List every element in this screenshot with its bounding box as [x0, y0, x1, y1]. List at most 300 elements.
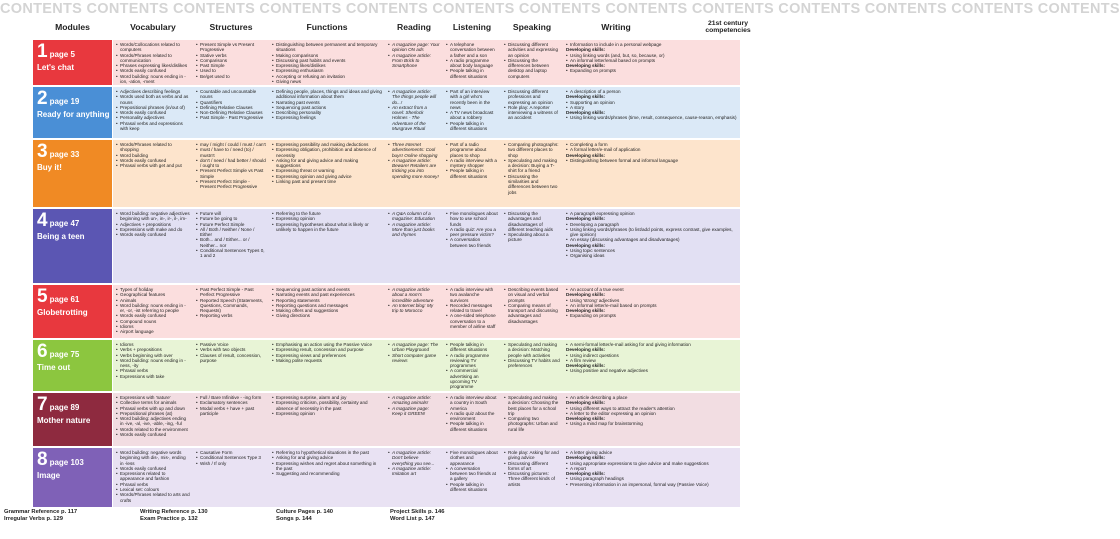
reading-item: • Short computer game reviews — [388, 353, 440, 364]
writing-item: Developing skills: — [566, 363, 606, 369]
writing-item: • Using linking words/phrases (to list/add points, express contrast, give examples, give opinion) — [566, 227, 737, 238]
header-reading: Reading — [397, 22, 431, 32]
module-row-7 — [33, 393, 740, 446]
functions-item: • Asking for and giving advice — [272, 455, 382, 460]
functions-item: • Giving news — [272, 79, 382, 84]
vocabulary-cell — [113, 340, 193, 391]
speaking-item: • Discussing pictures: Three different kinds of artists — [504, 471, 560, 487]
functions-item: • Sequencing past actions — [272, 105, 382, 110]
reading-item: • A magazine article: More than just books and rhymes — [388, 222, 440, 238]
functions-item: • Sequencing past actions and events — [272, 287, 382, 292]
listening-item: • A conversation between two friends — [446, 237, 498, 248]
speaking-cell — [501, 40, 563, 85]
module-title: Mother nature — [37, 416, 91, 425]
functions-item: • Narrating past events — [272, 100, 382, 105]
functions-item: • Reporting statements — [272, 298, 382, 303]
writing-item: • Presenting information in an impersonal, formal way (Passive Voice) — [566, 482, 737, 487]
header-structures: Structures — [209, 22, 253, 32]
writing-item: Developing skills: — [566, 292, 606, 298]
vocabulary-cell — [113, 87, 193, 138]
writing-item: Developing skills: — [566, 216, 606, 222]
vocabulary-item: • Phrasal verbs — [116, 482, 190, 487]
writing-item: • An article describing a place — [566, 395, 737, 400]
functions-item: • Reporting questions and messages — [272, 303, 382, 308]
structures-item: • Future Perfect Simple — [196, 222, 266, 227]
speaking-item: • Speculating about a picture — [504, 232, 560, 243]
vocabulary-item: • Verbs + prepositions — [116, 347, 190, 352]
functions-item: • Giving directions — [272, 313, 382, 318]
vocabulary-cell — [113, 209, 193, 283]
structures-item: • Non-Defining Relative Clauses — [196, 110, 266, 115]
module-unit-block[interactable] — [33, 87, 112, 138]
structures-item: • must / have to / need (to) / mustn't — [196, 147, 266, 158]
structures-item: • All / Both / Neither / None / Either — [196, 227, 266, 238]
functions-item: • Expressing feelings — [272, 115, 382, 120]
structures-item: • Countable and uncountable nouns — [196, 89, 266, 100]
structures-item: • Conditional Sentences Type 3 — [196, 455, 266, 460]
listening-item: • People talking in different situations — [446, 168, 498, 179]
speaking-item: • Comparing two photographs: Urban and rural life — [504, 416, 560, 432]
functions-item: • Asking for and giving advice and making suggestions — [272, 158, 382, 169]
reading-item: • A magazine page: Your opinion ON ads — [388, 42, 440, 53]
contents-banner: CONTENTS CONTENTS CONTENTS CONTENTS CONTENTS CONTENTS CONTENTS CONTENTS CONTENTS CONTENTS CONTENTS CONTENTS CONTENTS — [0, 1, 1120, 17]
functions-item: • Expressing obligation, prohibition and absence of necessity — [272, 147, 382, 158]
writing-item: • A description of a person — [566, 89, 737, 94]
reading-item: • An Internet blog: My trip to Morocco — [388, 303, 440, 314]
listening-cell — [443, 40, 501, 85]
listening-item: • People talking in different situations — [446, 68, 498, 79]
vocabulary-item: • Word building: negative words beginning with dis-, mis-, ending in -less — [116, 450, 190, 466]
vocabulary-item: • Prepositional phrases (at) — [116, 411, 190, 416]
structures-item: • Reported Speech (Statements, Questions, Commands, Requests) — [196, 298, 266, 314]
writing-item: • Information to include in a personal webpage — [566, 42, 737, 47]
reading-item: • A magazine article: Beware! Retailers are tricking you into spending more money! — [388, 158, 440, 179]
writing-item: Developing skills: — [566, 94, 606, 100]
structures-item: • Past Perfect Simple - Past Perfect Progressive — [196, 287, 266, 298]
speaking-item: • Speculating and making a decision: Buying a T-shirt for a friend — [504, 158, 560, 174]
module-number: 6 — [37, 341, 48, 362]
module-page: page 19 — [49, 97, 80, 106]
writing-item: • An account of a true event — [566, 287, 737, 292]
writing-cell — [563, 140, 740, 207]
vocabulary-item: • Phrasal verbs with up and down — [116, 406, 190, 411]
module-number: 5 — [37, 286, 48, 307]
exam-practice-link[interactable]: Exam Practice p. 132 — [140, 516, 198, 522]
vocabulary-item: • Expressions related to appearance and fashion — [116, 471, 190, 482]
writing-cell — [563, 40, 740, 85]
structures-item: • Past Simple - Past Progressive — [196, 115, 266, 120]
irregular-verbs-link[interactable]: Irregular Verbs p. 129 — [4, 516, 63, 522]
module-number: 3 — [37, 141, 48, 162]
speaking-item: • Discussing the differences between desktop and laptop computers — [504, 58, 560, 79]
functions-item: • Expressing likes/dislikes — [272, 63, 382, 68]
header-modules: Modules — [55, 22, 90, 32]
listening-cell — [443, 285, 501, 338]
reading-item: • A magazine page: Keep it GREEN! — [388, 406, 440, 417]
vocabulary-item: • Types of holiday — [116, 287, 190, 292]
vocabulary-item: • Idioms — [116, 324, 190, 329]
functions-item: • Expressing result, concession and purpose — [272, 347, 382, 352]
writing-item: • A formal letter/e-mail of application — [566, 147, 737, 152]
listening-item: • A radio quiz about the environment — [446, 411, 498, 422]
listening-item: • Five monologues about how to use school funds — [446, 211, 498, 227]
functions-item: • Making polite requests — [272, 358, 382, 363]
module-row-8 — [33, 448, 740, 507]
reading-cell — [385, 209, 443, 283]
vocabulary-item: • Expressions with 'nature' — [116, 395, 190, 400]
listening-cell — [443, 87, 501, 138]
structures-item: • Modal verbs + have + past participle — [196, 406, 266, 417]
vocabulary-item: • Words easily confused — [116, 313, 190, 318]
writing-cell — [563, 285, 740, 338]
header-functions: Functions — [306, 22, 348, 32]
functions-item: • Defining people, places, things and ideas and giving additional information about them — [272, 89, 382, 100]
writing-item: Developing skills: — [566, 416, 606, 422]
module-page: page 75 — [49, 350, 80, 359]
vocabulary-item: • Expressions with take — [116, 374, 190, 379]
writing-cell — [563, 87, 740, 138]
listening-cell — [443, 340, 501, 391]
vocabulary-item: • Word building: negative adjectives beginning with un-, in-, ir-, il-, im- — [116, 211, 190, 222]
writing-item: • Supporting an opinion — [566, 100, 737, 105]
functions-item: • Linking past and present time — [272, 179, 382, 184]
speaking-item: • Discussing TV habits and preferences — [504, 358, 560, 369]
writing-item: • A letter to the editor expressing an opinion — [566, 411, 737, 416]
structures-item: • Clauses of result, concession, purpose — [196, 353, 266, 364]
listening-item: • A radio quiz: Are you a peer pressure victim? — [446, 227, 498, 238]
functions-item: • Expressing criticism, possibility, certainty and absence of necessity in the past — [272, 400, 382, 411]
module-row-6 — [33, 340, 740, 391]
module-unit-block[interactable] — [33, 209, 112, 283]
listening-item: • A commercial advertising an upcoming TV programme — [446, 368, 498, 389]
listening-item: • A TV news broadcast about a robbery — [446, 110, 498, 121]
vocabulary-item: • Verbs beginning with over — [116, 353, 190, 358]
module-row-2 — [33, 87, 740, 138]
structures-item: • Reporting verbs — [196, 313, 266, 318]
reading-item: • A magazine article: Imitation art — [388, 466, 440, 477]
writing-item: • Using linking words/phrases (time, result, consequence, cause-reason, emphasis) — [566, 115, 737, 120]
footer-col-3 — [276, 509, 333, 523]
module-number: 4 — [37, 210, 48, 231]
module-number: 1 — [37, 41, 48, 62]
reading-cell — [385, 87, 443, 138]
vocabulary-item: • Phrasal verbs — [116, 368, 190, 373]
structures-item: • Future will — [196, 211, 266, 216]
writing-item: • Distinguishing between formal and informal language — [566, 158, 737, 163]
module-cells — [113, 40, 740, 85]
module-title: Globetrotting — [37, 308, 88, 317]
writing-item: • Organising ideas — [566, 253, 737, 258]
vocabulary-item: • Words/Phrases related to arts and crafts — [116, 492, 190, 503]
project-skills-link[interactable]: Project Skills p. 146 — [390, 509, 445, 515]
vocabulary-item: • Word building: nouns ending in -ness, -ity — [116, 358, 190, 369]
functions-item: • Referring to hypothetical situations in the past — [272, 450, 382, 455]
vocabulary-cell — [113, 448, 193, 507]
reading-cell — [385, 448, 443, 507]
vocabulary-item: • Words used both as verbs and as nouns — [116, 94, 190, 105]
listening-cell — [443, 209, 501, 283]
module-cells — [113, 285, 740, 338]
module-title: Image — [37, 471, 61, 480]
vocabulary-item: • Prepositional phrases (in/out of) — [116, 105, 190, 110]
vocabulary-item: • Words easily confused — [116, 432, 190, 437]
writing-item: • A story — [566, 105, 737, 110]
vocabulary-item: • Words easily confused — [116, 68, 190, 73]
footer-col-2 — [140, 509, 208, 523]
module-number: 2 — [37, 88, 48, 109]
reading-cell — [385, 340, 443, 391]
speaking-item: • Comparing means of transport and discussing advantages and disadvantages — [504, 303, 560, 324]
word-list-link[interactable]: Word List p. 147 — [390, 516, 435, 522]
structures-cell — [193, 140, 269, 207]
functions-item: • Emphasising an action using the Passive Voice — [272, 342, 382, 347]
vocabulary-item: • Animals — [116, 298, 190, 303]
listening-item: • Part of an interview with a girl who's recently been in the news — [446, 89, 498, 110]
header-writing: Writing — [601, 22, 631, 32]
listening-item: • A radio programme reviewing TV programmes — [446, 353, 498, 369]
writing-item: • A letter giving advice — [566, 450, 737, 455]
speaking-cell — [501, 87, 563, 138]
module-row-3 — [33, 140, 740, 207]
module-unit-block[interactable] — [33, 40, 112, 85]
speaking-cell — [501, 140, 563, 207]
speaking-item: • Speculating and making a decision: Choosing the best places for a school trip — [504, 395, 560, 416]
structures-item: • Wish / If only — [196, 461, 266, 466]
writing-item: • Developing a paragraph — [566, 222, 737, 227]
vocabulary-item: • Word building: adjectives ending in -ive, -al, -ive, -able, -ing, -ful — [116, 416, 190, 427]
vocabulary-item: • Airport language — [116, 329, 190, 334]
vocabulary-item: • Adjectives + prepositions — [116, 222, 190, 227]
writing-item: • An essay (discussing advantages and disadvantages) — [566, 237, 737, 242]
speaking-cell — [501, 340, 563, 391]
listening-item: • People talking in different situations — [446, 121, 498, 132]
footer-col-1 — [4, 509, 77, 523]
listening-item: • People talking in different situations — [446, 421, 498, 432]
reading-item: • A magazine article: Don't believe everything you see... — [388, 450, 440, 466]
writing-item: • An informal letter/e-mail based on prompts — [566, 303, 737, 308]
header-vocabulary: Vocabulary — [130, 22, 176, 32]
reading-item: • A magazine article: The things people will do...! — [388, 89, 440, 105]
functions-item: • Expressing enthusiasm — [272, 68, 382, 73]
writing-cell — [563, 209, 740, 283]
header-speaking: Speaking — [512, 22, 552, 32]
structures-cell — [193, 448, 269, 507]
listening-item: • A radio interview with two avalanche survivors — [446, 287, 498, 303]
structures-item: • Both... and / Either... or / Neither... nor — [196, 237, 266, 248]
vocabulary-item: • Compound nouns — [116, 319, 190, 324]
header-competencies: 21st century competencies — [705, 20, 751, 34]
writing-reference-link[interactable]: Writing Reference p. 130 — [140, 509, 208, 515]
functions-item: • Accepting or refusing an invitation — [272, 74, 382, 79]
listening-item: • A conversation between two friends at a gallery — [446, 466, 498, 482]
functions-item: • Expressing possibility and making deductions — [272, 142, 382, 147]
listening-item: • Recorded messages related to travel — [446, 303, 498, 314]
reading-cell — [385, 140, 443, 207]
writing-item: Developing skills: — [566, 242, 606, 248]
speaking-cell — [501, 448, 563, 507]
module-unit-block[interactable] — [33, 393, 112, 446]
vocabulary-item: • Idioms — [116, 342, 190, 347]
writing-item: Developing skills: — [566, 152, 606, 158]
songs-link[interactable]: Songs p. 144 — [276, 516, 312, 522]
module-page: page 5 — [49, 50, 75, 59]
reading-item: • A magazine page: The Urban Playground — [388, 342, 440, 353]
writing-item: • A report — [566, 466, 737, 471]
functions-cell — [269, 448, 385, 507]
functions-item: • Suggesting and recommending — [272, 471, 382, 476]
module-unit-block[interactable] — [33, 340, 112, 391]
writing-item: Developing skills: — [566, 47, 606, 53]
listening-item: • Part of a radio programme about places to shop — [446, 142, 498, 158]
grammar-reference-link[interactable]: Grammar Reference p. 117 — [4, 509, 78, 515]
reading-item: • A magazine article about a mom's incredible adventure — [388, 287, 440, 303]
footer-col-4 — [390, 509, 444, 523]
vocabulary-item: • Adjectives describing feelings — [116, 89, 190, 94]
functions-cell — [269, 393, 385, 446]
writing-item: • Using positive and negative adjectives — [566, 368, 737, 373]
listening-item: • A radio programme about body language — [446, 58, 498, 69]
listening-item: • A telephone conversation between a father and a son — [446, 42, 498, 58]
writing-cell — [563, 340, 740, 391]
module-title: Being a teen — [37, 232, 85, 241]
module-row-5 — [33, 285, 740, 338]
vocabulary-item: • Phrasal verbs and expressions with keep — [116, 121, 190, 132]
structures-item: • Defining Relative Clauses — [196, 105, 266, 110]
functions-item: • Expressing views and preferences — [272, 353, 382, 358]
vocabulary-item: • Words/Phrases related to communication — [116, 53, 190, 64]
functions-item: • Expressing surprise, alarm and joy — [272, 395, 382, 400]
functions-item: • Expressing opinion — [272, 411, 382, 416]
writing-item: • Expanding on prompts — [566, 313, 737, 318]
structures-item: • Future be going to — [196, 216, 266, 221]
listening-item: • People talking in different situations — [446, 482, 498, 493]
functions-item: • Making offers and suggestions — [272, 308, 382, 313]
writing-item: • Using indirect questions — [566, 353, 737, 358]
module-cells — [113, 393, 740, 446]
speaking-item: • Speculating and making a decision: Matching people with activities — [504, 342, 560, 358]
vocabulary-item: • Collective terms for animals — [116, 400, 190, 405]
vocabulary-item: • Lexical set: colours — [116, 487, 190, 492]
speaking-item: • Discussing different forms of art — [504, 461, 560, 472]
writing-item: • Expanding on prompts — [566, 68, 737, 73]
module-number: 8 — [37, 449, 48, 470]
vocabulary-item: • Geographical features — [116, 292, 190, 297]
culture-pages-link[interactable]: Culture Pages p. 140 — [276, 509, 334, 515]
module-cells — [113, 209, 740, 283]
structures-item: • don't / need / had better / should / ought to — [196, 158, 266, 169]
writing-item: Developing skills: — [566, 400, 606, 406]
vocabulary-cell — [113, 285, 193, 338]
module-number: 7 — [37, 394, 48, 415]
functions-cell — [269, 285, 385, 338]
vocabulary-item: • Phrases expressing likes/dislikes — [116, 63, 190, 68]
speaking-item: • Discussing the similarities and differences between two jobs — [504, 174, 560, 195]
module-title: Time out — [37, 363, 71, 372]
structures-item: • may / might / could / must / can't — [196, 142, 266, 147]
functions-item: • Making comparisons — [272, 53, 382, 58]
structures-cell — [193, 40, 269, 85]
functions-cell — [269, 40, 385, 85]
writing-item: • A semi-formal letter/e-mail asking for and giving information — [566, 342, 737, 347]
structures-item: • Verbs with two objects — [196, 347, 266, 352]
speaking-item: • Comparing photographs: two different places to shop — [504, 142, 560, 158]
listening-item: • A radio interview with a mystery shopper — [446, 158, 498, 169]
structures-item: • Conditional Sentences Types 0, 1 and 2 — [196, 248, 266, 259]
writing-item: • A paragraph expressing opinion — [566, 211, 737, 216]
functions-item: • Discussing past habits and events — [272, 58, 382, 63]
listening-item: • A radio interview about a country in South America — [446, 395, 498, 411]
functions-cell — [269, 209, 385, 283]
module-cells — [113, 340, 740, 391]
writing-item: Developing skills: — [566, 455, 606, 461]
listening-item: • Five monologues about clothes and appearance — [446, 450, 498, 466]
structures-item: • Present Perfect Simple vs Past Simple — [196, 168, 266, 179]
structures-item: • Present Simple vs Present Progressive — [196, 42, 266, 53]
vocabulary-item: • Words easily confused — [116, 232, 190, 237]
module-title: Buy it! — [37, 163, 62, 172]
writing-cell — [563, 393, 740, 446]
module-unit-block[interactable] — [33, 140, 112, 207]
functions-item: • Distinguishing between permanent and temporary situations — [272, 42, 382, 53]
vocabulary-item: • Words related to the environment — [116, 427, 190, 432]
structures-cell — [193, 87, 269, 138]
module-unit-block[interactable] — [33, 285, 112, 338]
structures-item: • Present Perfect Simple - Present Perfect Progressive — [196, 179, 266, 190]
functions-item: • Expressing threat or warning — [272, 168, 382, 173]
module-row-1 — [33, 40, 740, 85]
structures-item: • Causative Form — [196, 450, 266, 455]
reading-cell — [385, 40, 443, 85]
module-page: page 61 — [49, 295, 80, 304]
speaking-cell — [501, 209, 563, 283]
functions-item: • Referring to the future — [272, 211, 382, 216]
writing-item: Developing skills: — [566, 308, 606, 314]
vocabulary-item: • Words/Phrases related to shopping — [116, 142, 190, 153]
functions-item: • Expressing opinion — [272, 216, 382, 221]
writing-item: • A film review — [566, 358, 737, 363]
reading-item: • A magazine article: Amazing animals! — [388, 395, 440, 406]
functions-item: • Expressing hypotheses about what is likely or unlikely to happen in the future — [272, 222, 382, 233]
structures-item: • Quantifiers — [196, 100, 266, 105]
writing-item: Developing skills: — [566, 347, 606, 353]
writing-item: Developing skills: — [566, 110, 606, 116]
reading-item: • Three Internet advertisements: Cool buys! Online shopping — [388, 142, 440, 158]
structures-item: • Passive Voice — [196, 342, 266, 347]
vocabulary-item: • Word building: nouns ending in -ion, -ation, -ment — [116, 74, 190, 85]
listening-item: • A one-sided telephone conversation to a member of airline staff — [446, 313, 498, 329]
structures-item: • Used to — [196, 68, 266, 73]
speaking-item: • Discussing different professions and expressing an opinion — [504, 89, 560, 105]
writing-item: • Using appropriate expressions to give advice and make suggestions — [566, 461, 737, 466]
module-unit-block[interactable] — [33, 448, 112, 507]
header-listening: Listening — [452, 22, 492, 32]
reading-item: • A Q&A column of a magazine: Education — [388, 211, 440, 222]
writing-item: • Completing a form — [566, 142, 737, 147]
vocabulary-item: • Words/Collocations related to computers — [116, 42, 190, 53]
module-page: page 47 — [49, 219, 80, 228]
listening-cell — [443, 140, 501, 207]
reading-item: • An extract from a novel: Sherlock Holmes - The Adventure of the Musgrave Ritual — [388, 105, 440, 131]
module-page: page 89 — [49, 403, 80, 412]
speaking-item: • Role play: A reporter interviewing a witness of an accident — [504, 105, 560, 121]
structures-cell — [193, 209, 269, 283]
vocabulary-item: • Word building — [116, 153, 190, 158]
module-cells — [113, 448, 740, 507]
reading-item: • A magazine article: From Brick to Smartphone — [388, 53, 440, 69]
structures-cell — [193, 285, 269, 338]
structures-item: • Exclamatory sentences — [196, 400, 266, 405]
functions-item: • Describing personality — [272, 110, 382, 115]
